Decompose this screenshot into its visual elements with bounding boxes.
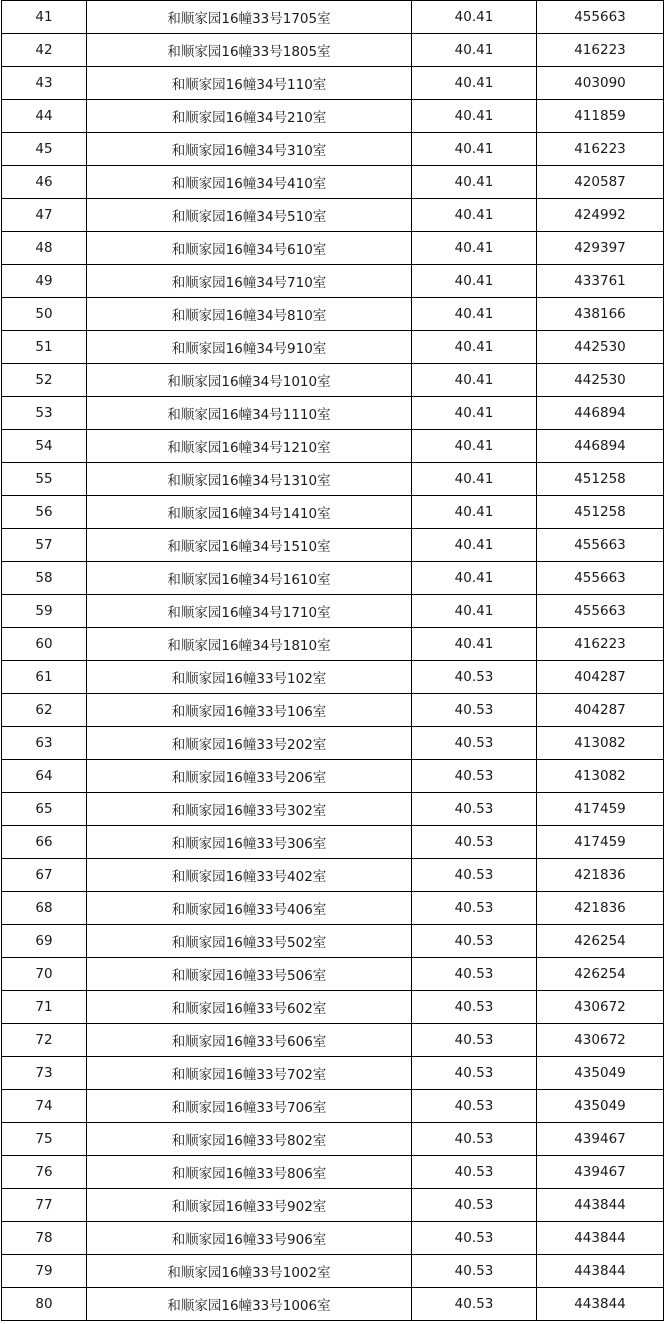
table-row bbox=[2, 727, 664, 760]
price-cell: 429397 bbox=[537, 232, 664, 265]
price-cell: 426254 bbox=[537, 925, 664, 958]
price-cell: 442530 bbox=[537, 364, 664, 397]
area-cell: 40.41 bbox=[412, 496, 537, 529]
housing-price-table bbox=[1, 0, 664, 1321]
price-cell: 430672 bbox=[537, 1024, 664, 1057]
area-cell: 40.41 bbox=[412, 562, 537, 595]
row-number-cell: 77 bbox=[2, 1189, 87, 1222]
area-cell: 40.41 bbox=[412, 166, 537, 199]
table-row bbox=[2, 166, 664, 199]
table-row bbox=[2, 34, 664, 67]
table-row bbox=[2, 298, 664, 331]
price-cell: 404287 bbox=[537, 694, 664, 727]
price-cell: 417459 bbox=[537, 793, 664, 826]
row-number-cell: 72 bbox=[2, 1024, 87, 1057]
table-row bbox=[2, 199, 664, 232]
table-row bbox=[2, 529, 664, 562]
address-cell: 和顺家园16幢34号910室 bbox=[87, 331, 412, 364]
area-cell: 40.53 bbox=[412, 1024, 537, 1057]
price-cell: 439467 bbox=[537, 1156, 664, 1189]
address-cell: 和顺家园16幢34号1610室 bbox=[87, 562, 412, 595]
table-row bbox=[2, 496, 664, 529]
price-cell: 433761 bbox=[537, 265, 664, 298]
address-cell: 和顺家园16幢33号1006室 bbox=[87, 1288, 412, 1321]
price-cell: 446894 bbox=[537, 397, 664, 430]
address-cell: 和顺家园16幢33号1805室 bbox=[87, 34, 412, 67]
price-cell: 420587 bbox=[537, 166, 664, 199]
address-cell: 和顺家园16幢33号602室 bbox=[87, 991, 412, 1024]
area-cell: 40.53 bbox=[412, 727, 537, 760]
price-cell: 435049 bbox=[537, 1057, 664, 1090]
table-row bbox=[2, 1090, 664, 1123]
table-row bbox=[2, 1, 664, 34]
row-number-cell: 75 bbox=[2, 1123, 87, 1156]
row-number-cell: 70 bbox=[2, 958, 87, 991]
row-number-cell: 50 bbox=[2, 298, 87, 331]
area-cell: 40.53 bbox=[412, 760, 537, 793]
address-cell: 和顺家园16幢33号806室 bbox=[87, 1156, 412, 1189]
row-number-cell: 71 bbox=[2, 991, 87, 1024]
area-cell: 40.41 bbox=[412, 100, 537, 133]
price-cell: 438166 bbox=[537, 298, 664, 331]
row-number-cell: 63 bbox=[2, 727, 87, 760]
area-cell: 40.41 bbox=[412, 364, 537, 397]
row-number-cell: 56 bbox=[2, 496, 87, 529]
area-cell: 40.41 bbox=[412, 628, 537, 661]
table-row bbox=[2, 958, 664, 991]
address-cell: 和顺家园16幢34号1710室 bbox=[87, 595, 412, 628]
address-cell: 和顺家园16幢33号502室 bbox=[87, 925, 412, 958]
area-cell: 40.41 bbox=[412, 232, 537, 265]
price-cell: 416223 bbox=[537, 34, 664, 67]
price-cell: 417459 bbox=[537, 826, 664, 859]
row-number-cell: 54 bbox=[2, 430, 87, 463]
area-cell: 40.41 bbox=[412, 133, 537, 166]
table-row bbox=[2, 1057, 664, 1090]
table-row bbox=[2, 562, 664, 595]
address-cell: 和顺家园16幢34号410室 bbox=[87, 166, 412, 199]
table-row bbox=[2, 1156, 664, 1189]
address-cell: 和顺家园16幢33号102室 bbox=[87, 661, 412, 694]
row-number-cell: 68 bbox=[2, 892, 87, 925]
row-number-cell: 49 bbox=[2, 265, 87, 298]
area-cell: 40.53 bbox=[412, 1090, 537, 1123]
table-row bbox=[2, 1288, 664, 1321]
row-number-cell: 64 bbox=[2, 760, 87, 793]
area-cell: 40.53 bbox=[412, 793, 537, 826]
address-cell: 和顺家园16幢33号402室 bbox=[87, 859, 412, 892]
area-cell: 40.41 bbox=[412, 529, 537, 562]
row-number-cell: 78 bbox=[2, 1222, 87, 1255]
price-cell: 424992 bbox=[537, 199, 664, 232]
area-cell: 40.41 bbox=[412, 34, 537, 67]
table-row bbox=[2, 232, 664, 265]
table-row bbox=[2, 661, 664, 694]
table-row bbox=[2, 463, 664, 496]
row-number-cell: 65 bbox=[2, 793, 87, 826]
address-cell: 和顺家园16幢33号802室 bbox=[87, 1123, 412, 1156]
address-cell: 和顺家园16幢33号702室 bbox=[87, 1057, 412, 1090]
area-cell: 40.53 bbox=[412, 1288, 537, 1321]
address-cell: 和顺家园16幢33号1705室 bbox=[87, 1, 412, 34]
table-row bbox=[2, 364, 664, 397]
row-number-cell: 62 bbox=[2, 694, 87, 727]
address-cell: 和顺家园16幢34号1510室 bbox=[87, 529, 412, 562]
price-cell: 435049 bbox=[537, 1090, 664, 1123]
table-row bbox=[2, 826, 664, 859]
address-cell: 和顺家园16幢34号810室 bbox=[87, 298, 412, 331]
address-cell: 和顺家园16幢33号706室 bbox=[87, 1090, 412, 1123]
address-cell: 和顺家园16幢34号310室 bbox=[87, 133, 412, 166]
row-number-cell: 47 bbox=[2, 199, 87, 232]
price-cell: 421836 bbox=[537, 859, 664, 892]
area-cell: 40.41 bbox=[412, 265, 537, 298]
table-row bbox=[2, 991, 664, 1024]
price-cell: 413082 bbox=[537, 727, 664, 760]
row-number-cell: 42 bbox=[2, 34, 87, 67]
row-number-cell: 57 bbox=[2, 529, 87, 562]
price-cell: 439467 bbox=[537, 1123, 664, 1156]
address-cell: 和顺家园16幢34号1310室 bbox=[87, 463, 412, 496]
area-cell: 40.53 bbox=[412, 859, 537, 892]
address-cell: 和顺家园16幢34号1010室 bbox=[87, 364, 412, 397]
table-row bbox=[2, 430, 664, 463]
price-cell: 442530 bbox=[537, 331, 664, 364]
address-cell: 和顺家园16幢34号110室 bbox=[87, 67, 412, 100]
area-cell: 40.53 bbox=[412, 826, 537, 859]
address-cell: 和顺家园16幢33号506室 bbox=[87, 958, 412, 991]
area-cell: 40.53 bbox=[412, 1189, 537, 1222]
address-cell: 和顺家园16幢34号1110室 bbox=[87, 397, 412, 430]
address-cell: 和顺家园16幢33号1002室 bbox=[87, 1255, 412, 1288]
table-row bbox=[2, 100, 664, 133]
price-cell: 455663 bbox=[537, 562, 664, 595]
row-number-cell: 44 bbox=[2, 100, 87, 133]
table-row bbox=[2, 760, 664, 793]
price-cell: 416223 bbox=[537, 133, 664, 166]
row-number-cell: 69 bbox=[2, 925, 87, 958]
address-cell: 和顺家园16幢33号302室 bbox=[87, 793, 412, 826]
table-body bbox=[2, 1, 664, 1321]
address-cell: 和顺家园16幢34号1810室 bbox=[87, 628, 412, 661]
address-cell: 和顺家园16幢33号206室 bbox=[87, 760, 412, 793]
area-cell: 40.41 bbox=[412, 331, 537, 364]
table-row bbox=[2, 1255, 664, 1288]
area-cell: 40.53 bbox=[412, 1057, 537, 1090]
price-cell: 403090 bbox=[537, 67, 664, 100]
row-number-cell: 74 bbox=[2, 1090, 87, 1123]
price-cell: 455663 bbox=[537, 529, 664, 562]
table-row bbox=[2, 1189, 664, 1222]
row-number-cell: 45 bbox=[2, 133, 87, 166]
row-number-cell: 60 bbox=[2, 628, 87, 661]
area-cell: 40.53 bbox=[412, 925, 537, 958]
row-number-cell: 53 bbox=[2, 397, 87, 430]
table-row bbox=[2, 265, 664, 298]
area-cell: 40.53 bbox=[412, 958, 537, 991]
price-cell: 443844 bbox=[537, 1189, 664, 1222]
table-row bbox=[2, 595, 664, 628]
row-number-cell: 41 bbox=[2, 1, 87, 34]
address-cell: 和顺家园16幢34号610室 bbox=[87, 232, 412, 265]
table-row bbox=[2, 859, 664, 892]
address-cell: 和顺家园16幢33号202室 bbox=[87, 727, 412, 760]
area-cell: 40.53 bbox=[412, 661, 537, 694]
table-row bbox=[2, 1024, 664, 1057]
area-cell: 40.41 bbox=[412, 430, 537, 463]
address-cell: 和顺家园16幢34号210室 bbox=[87, 100, 412, 133]
row-number-cell: 58 bbox=[2, 562, 87, 595]
address-cell: 和顺家园16幢34号710室 bbox=[87, 265, 412, 298]
address-cell: 和顺家园16幢33号906室 bbox=[87, 1222, 412, 1255]
area-cell: 40.53 bbox=[412, 1156, 537, 1189]
price-cell: 451258 bbox=[537, 496, 664, 529]
address-cell: 和顺家园16幢33号106室 bbox=[87, 694, 412, 727]
area-cell: 40.41 bbox=[412, 463, 537, 496]
address-cell: 和顺家园16幢33号902室 bbox=[87, 1189, 412, 1222]
address-cell: 和顺家园16幢34号1410室 bbox=[87, 496, 412, 529]
row-number-cell: 67 bbox=[2, 859, 87, 892]
area-cell: 40.53 bbox=[412, 1222, 537, 1255]
price-cell: 416223 bbox=[537, 628, 664, 661]
table-row bbox=[2, 397, 664, 430]
table-row bbox=[2, 331, 664, 364]
price-cell: 413082 bbox=[537, 760, 664, 793]
row-number-cell: 66 bbox=[2, 826, 87, 859]
table-row bbox=[2, 1222, 664, 1255]
price-cell: 404287 bbox=[537, 661, 664, 694]
address-cell: 和顺家园16幢33号306室 bbox=[87, 826, 412, 859]
price-cell: 455663 bbox=[537, 1, 664, 34]
area-cell: 40.41 bbox=[412, 397, 537, 430]
table-row bbox=[2, 628, 664, 661]
area-cell: 40.41 bbox=[412, 298, 537, 331]
price-cell: 411859 bbox=[537, 100, 664, 133]
table-row bbox=[2, 925, 664, 958]
table-row bbox=[2, 133, 664, 166]
row-number-cell: 80 bbox=[2, 1288, 87, 1321]
price-cell: 451258 bbox=[537, 463, 664, 496]
row-number-cell: 52 bbox=[2, 364, 87, 397]
row-number-cell: 48 bbox=[2, 232, 87, 265]
price-cell: 443844 bbox=[537, 1222, 664, 1255]
table-row bbox=[2, 1123, 664, 1156]
area-cell: 40.53 bbox=[412, 892, 537, 925]
price-cell: 446894 bbox=[537, 430, 664, 463]
row-number-cell: 55 bbox=[2, 463, 87, 496]
area-cell: 40.41 bbox=[412, 1, 537, 34]
table-row bbox=[2, 793, 664, 826]
row-number-cell: 79 bbox=[2, 1255, 87, 1288]
row-number-cell: 46 bbox=[2, 166, 87, 199]
address-cell: 和顺家园16幢33号406室 bbox=[87, 892, 412, 925]
table-row bbox=[2, 67, 664, 100]
table-row bbox=[2, 892, 664, 925]
price-cell: 430672 bbox=[537, 991, 664, 1024]
row-number-cell: 59 bbox=[2, 595, 87, 628]
area-cell: 40.53 bbox=[412, 1123, 537, 1156]
row-number-cell: 61 bbox=[2, 661, 87, 694]
row-number-cell: 51 bbox=[2, 331, 87, 364]
address-cell: 和顺家园16幢34号510室 bbox=[87, 199, 412, 232]
area-cell: 40.41 bbox=[412, 595, 537, 628]
price-cell: 443844 bbox=[537, 1255, 664, 1288]
price-cell: 421836 bbox=[537, 892, 664, 925]
address-cell: 和顺家园16幢34号1210室 bbox=[87, 430, 412, 463]
price-cell: 426254 bbox=[537, 958, 664, 991]
area-cell: 40.41 bbox=[412, 67, 537, 100]
price-cell: 455663 bbox=[537, 595, 664, 628]
price-cell: 443844 bbox=[537, 1288, 664, 1321]
area-cell: 40.41 bbox=[412, 199, 537, 232]
address-cell: 和顺家园16幢33号606室 bbox=[87, 1024, 412, 1057]
row-number-cell: 43 bbox=[2, 67, 87, 100]
row-number-cell: 76 bbox=[2, 1156, 87, 1189]
area-cell: 40.53 bbox=[412, 1255, 537, 1288]
table-row bbox=[2, 694, 664, 727]
area-cell: 40.53 bbox=[412, 991, 537, 1024]
area-cell: 40.53 bbox=[412, 694, 537, 727]
row-number-cell: 73 bbox=[2, 1057, 87, 1090]
